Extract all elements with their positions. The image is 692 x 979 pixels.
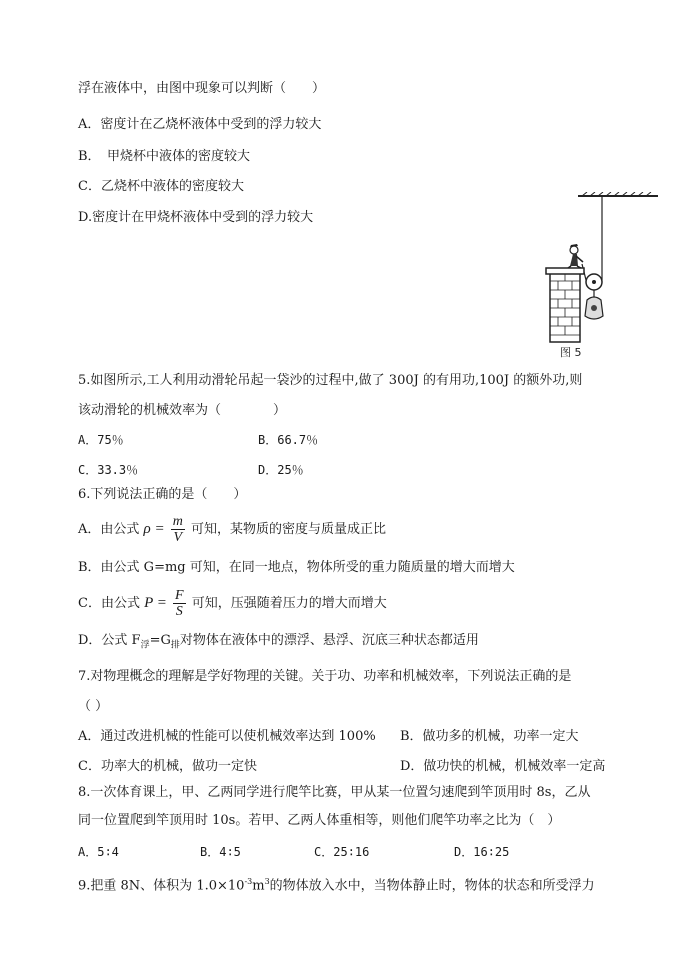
q6-option-d xyxy=(78,634,479,651)
subscript-float: 浮 xyxy=(140,640,150,651)
q9-stem xyxy=(78,878,595,892)
q4-option-a: A．密度计在乙烧杯液体中受到的浮力较大 xyxy=(78,117,322,132)
q6-a-suffix: 可知，某物质的密度与质量成正比 xyxy=(191,522,387,537)
fraction-denominator: S xyxy=(175,604,183,619)
q6-d-prefix: D．公式 F xyxy=(78,633,141,648)
q5-option-d: D．25％ xyxy=(258,463,304,477)
density-symbol: ρ = xyxy=(143,521,165,537)
q7-option-d: D．做功快的机械，机械效率一定高 xyxy=(400,759,606,774)
unit: m xyxy=(252,878,265,894)
q7-stem-line1: 7.对物理概念的理解是学好物理的关键。关于功、功率和机械效率，下列说法正确的是 xyxy=(78,669,572,684)
pressure-symbol: P = xyxy=(144,595,167,611)
q6-option-b: B．由公式 G=mg 可知，在同一地点，物体所受的重力随质量的增大而增大 xyxy=(78,560,515,575)
q4-option-d: D.密度计在甲烧杯液体中受到的浮力较大 xyxy=(78,210,314,225)
q6-option-a xyxy=(78,514,386,545)
q8-stem-line2: 同一位置爬到竿顶用时 10s。若甲、乙两人体重相等，则他们爬竿功率之比为（ ） xyxy=(78,813,561,828)
q7-option-a: A．通过改进机械的性能可以使机械效率达到 100% xyxy=(78,729,376,744)
q6-a-prefix: A．由公式 xyxy=(78,522,140,537)
density-fraction xyxy=(171,514,185,545)
q6-stem: 6.下列说法正确的是（ ） xyxy=(78,487,247,502)
unit-exponent: 3 xyxy=(264,877,270,886)
q8-option-d: D．16∶25 xyxy=(454,845,510,859)
q6-d-mid: =G xyxy=(149,633,171,648)
q7-option-c: C．功率大的机械，做功一定快 xyxy=(78,759,257,774)
q8-option-b: B．4∶5 xyxy=(200,845,241,859)
q8-option-c: C．25∶16 xyxy=(314,845,370,859)
fraction-denominator: V xyxy=(173,530,183,545)
q7-option-b: B．做功多的机械，功率一定大 xyxy=(400,729,579,744)
pressure-fraction xyxy=(173,588,186,619)
pulley-figure xyxy=(540,192,660,362)
q4-option-c: C．乙烧杯中液体的密度较大 xyxy=(78,179,244,194)
q9-stem-prefix: 9.把重 8N、体积为 1.0×10 xyxy=(78,878,245,894)
q4-stem: 浮在液体中，由图中现象可以判断（ ） xyxy=(78,81,326,96)
exponent: -3 xyxy=(244,877,253,886)
q8-stem-line1: 8.一次体育课上，甲、乙两同学进行爬竿比赛，甲从某一位置匀速爬到竿顶用时 8s，乙从 xyxy=(78,785,591,800)
q9-stem-suffix: 的物体放入水中，当物体静止时，物体的状态和所受浮力 xyxy=(269,878,595,894)
q5-stem-line2: 该动滑轮的机械效率为（ ） xyxy=(78,403,287,418)
q6-d-suffix: 对物体在液体中的漂浮、悬浮、沉底三种状态都适用 xyxy=(179,633,479,648)
subscript-displaced: 排 xyxy=(170,640,180,651)
q5-option-b: B．66.7％ xyxy=(258,433,319,447)
q7-stem-line2: （ ） xyxy=(78,699,109,714)
figure-caption: 图 5 xyxy=(560,346,582,359)
q5-stem-line1: 5.如图所示,工人利用动滑轮吊起一袋沙的过程中,做了 300J 的有用功,100J 的额外功,则 xyxy=(78,373,583,388)
q5-option-a: A．75％ xyxy=(78,433,124,447)
q8-option-a: A．5∶4 xyxy=(78,845,119,859)
fraction-numerator: F xyxy=(175,588,184,603)
q6-option-c xyxy=(78,588,387,619)
q6-c-suffix: 可知，压强随着压力的增大而增大 xyxy=(191,596,387,611)
q4-option-b: B． 甲烧杯中液体的密度较大 xyxy=(78,149,251,164)
q6-c-prefix: C．由公式 xyxy=(78,596,140,611)
q5-option-c: C．33.3％ xyxy=(78,463,139,477)
fraction-numerator: m xyxy=(172,514,183,529)
